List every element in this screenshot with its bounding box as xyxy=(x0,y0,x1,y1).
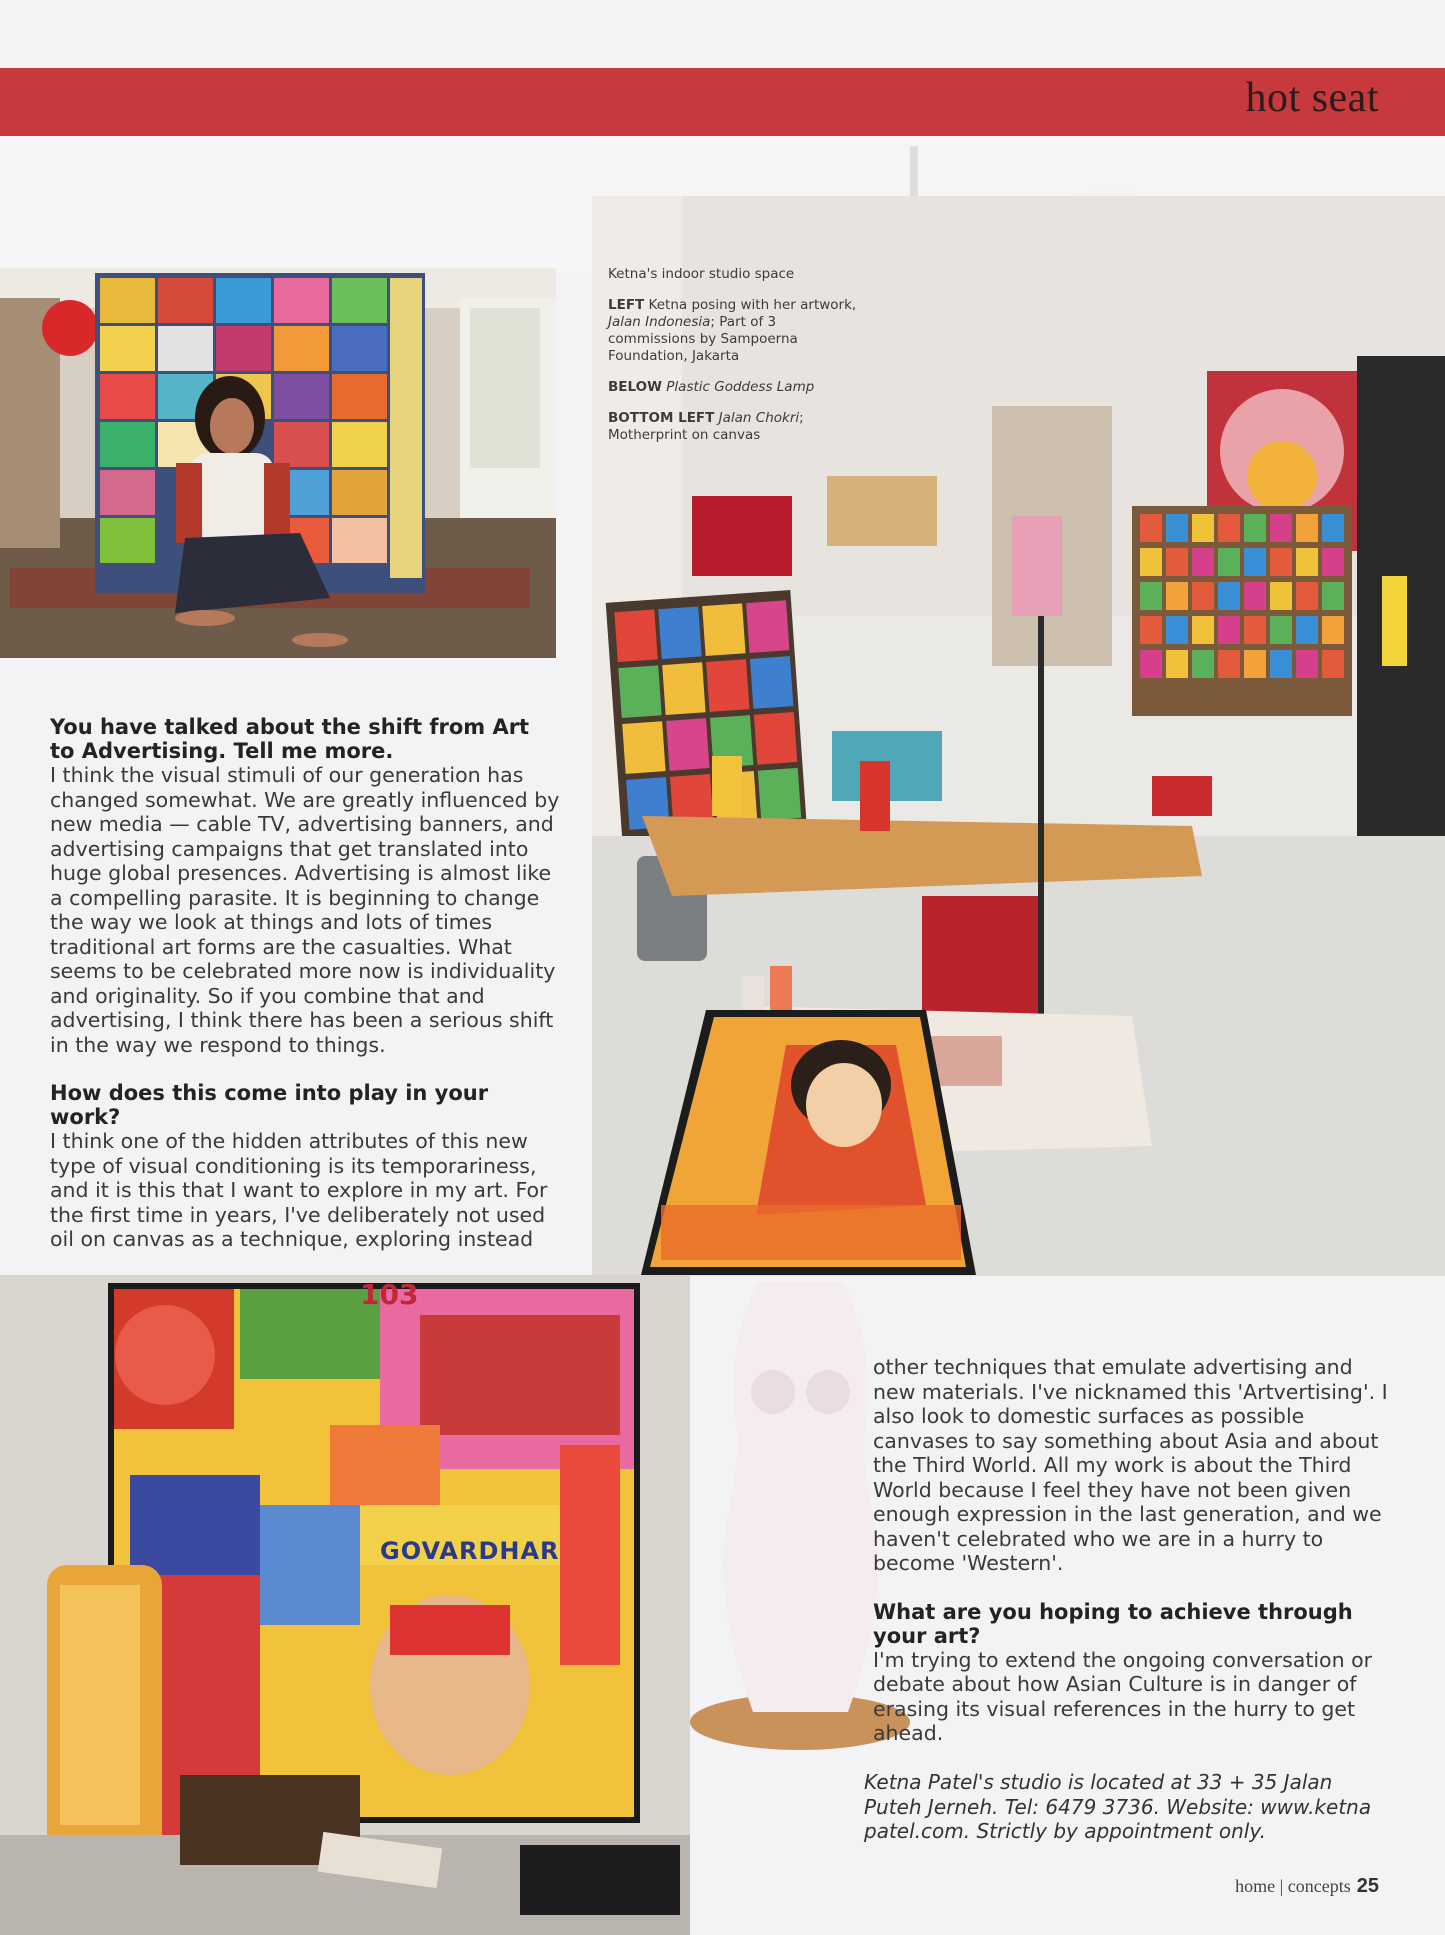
artwork-sign: GOVARDHAR xyxy=(380,1537,560,1565)
answer-2-continued: other techniques that emulate advertising and new materials. I've nicknamed this 'Artvertising'. I also look to domestic surfaces as possible canvases to say something about Asia and about the Third World. All my work is about the Third World because I feel they have not been given enough expression in the last generation, and we haven't celebrated who we are in a hurry to become 'Western'. xyxy=(873,1355,1388,1575)
header-band xyxy=(0,68,1445,136)
artwork-number: 103 xyxy=(360,1278,419,1311)
question-3: What are you hoping to achieve through your art? xyxy=(873,1599,1353,1648)
studio-grid-artwork xyxy=(1132,506,1352,716)
caption-below-label: BELOW xyxy=(608,379,662,395)
article-column-1 xyxy=(50,715,560,1252)
photo-caption xyxy=(608,266,858,458)
publication-name: home | concepts xyxy=(1235,1876,1351,1896)
caption-bottom xyxy=(608,410,858,444)
caption-studio: Ketna's indoor studio space xyxy=(608,266,795,282)
photo-lampshade xyxy=(636,1005,981,1285)
photo-ketna-portrait xyxy=(0,268,556,658)
caption-left xyxy=(608,297,858,365)
caption-bottom-text: ; Motherprint on canvas xyxy=(608,410,804,443)
answer-3: I'm trying to extend the ongoing conversation or debate about how Asian Culture is in danger of erasing its visual references in the hurry to get ahead. xyxy=(873,1647,1373,1745)
page-margin xyxy=(0,136,592,272)
photo-jalan-chokri xyxy=(0,1275,690,1935)
article-column-2 xyxy=(873,1355,1393,1746)
caption-below xyxy=(608,379,858,396)
caption-left-text-2: ; Part of 3 commissions by Sampoerna Foundation, Jakarta xyxy=(608,314,798,364)
section-label: hot seat xyxy=(1245,75,1379,121)
caption-left-label: LEFT xyxy=(608,297,645,313)
jalan-chokri-scene xyxy=(0,1275,690,1935)
caption-left-title: Jalan Indonesia xyxy=(608,314,711,330)
studio-footnote: Ketna Patel's studio is located at 33 + 35 Jalan Puteh Jerneh. Tel: 6479 3736. Website: www.ketna patel.com. Strictly by appointment only. xyxy=(864,1770,1372,1843)
portrait-scene xyxy=(0,268,556,658)
answer-2: I think one of the hidden attributes of this new type of visual conditioning is its temporariness, and it is this that I want to explore in my art. For the first time in years, I've deliberately not used oil on canvas as a technique, exploring instead xyxy=(50,1129,548,1251)
question-2: How does this come into play in your work? xyxy=(50,1081,489,1129)
caption-left-text: Ketna posing with her artwork, xyxy=(644,297,857,313)
page-number: 25 xyxy=(1356,1875,1379,1897)
lampshade-graphic xyxy=(636,1005,981,1285)
caption-bottom-title: Jalan Chokri xyxy=(714,410,800,426)
caption-below-title: Plastic Goddess Lamp xyxy=(662,379,815,395)
answer-1: I think the visual stimuli of our generation has changed somewhat. We are greatly influenced by new media — cable TV, advertising banners, and advertising campaigns that get translated into huge global presences. Advertising is almost like a compelling parasite. It is beginning to change the way we look at things and lots of times traditional art forms are the casualties. What seems to be celebrated more now is individuality and originality. So if you combine that and advertising, I think there has been a serious shift in the way we respond to things. xyxy=(50,763,560,1057)
page-footer xyxy=(1235,1875,1379,1898)
question-1: You have talked about the shift from Art to Advertising. Tell me more. xyxy=(50,715,530,763)
caption-bottom-label: BOTTOM LEFT xyxy=(608,410,715,426)
